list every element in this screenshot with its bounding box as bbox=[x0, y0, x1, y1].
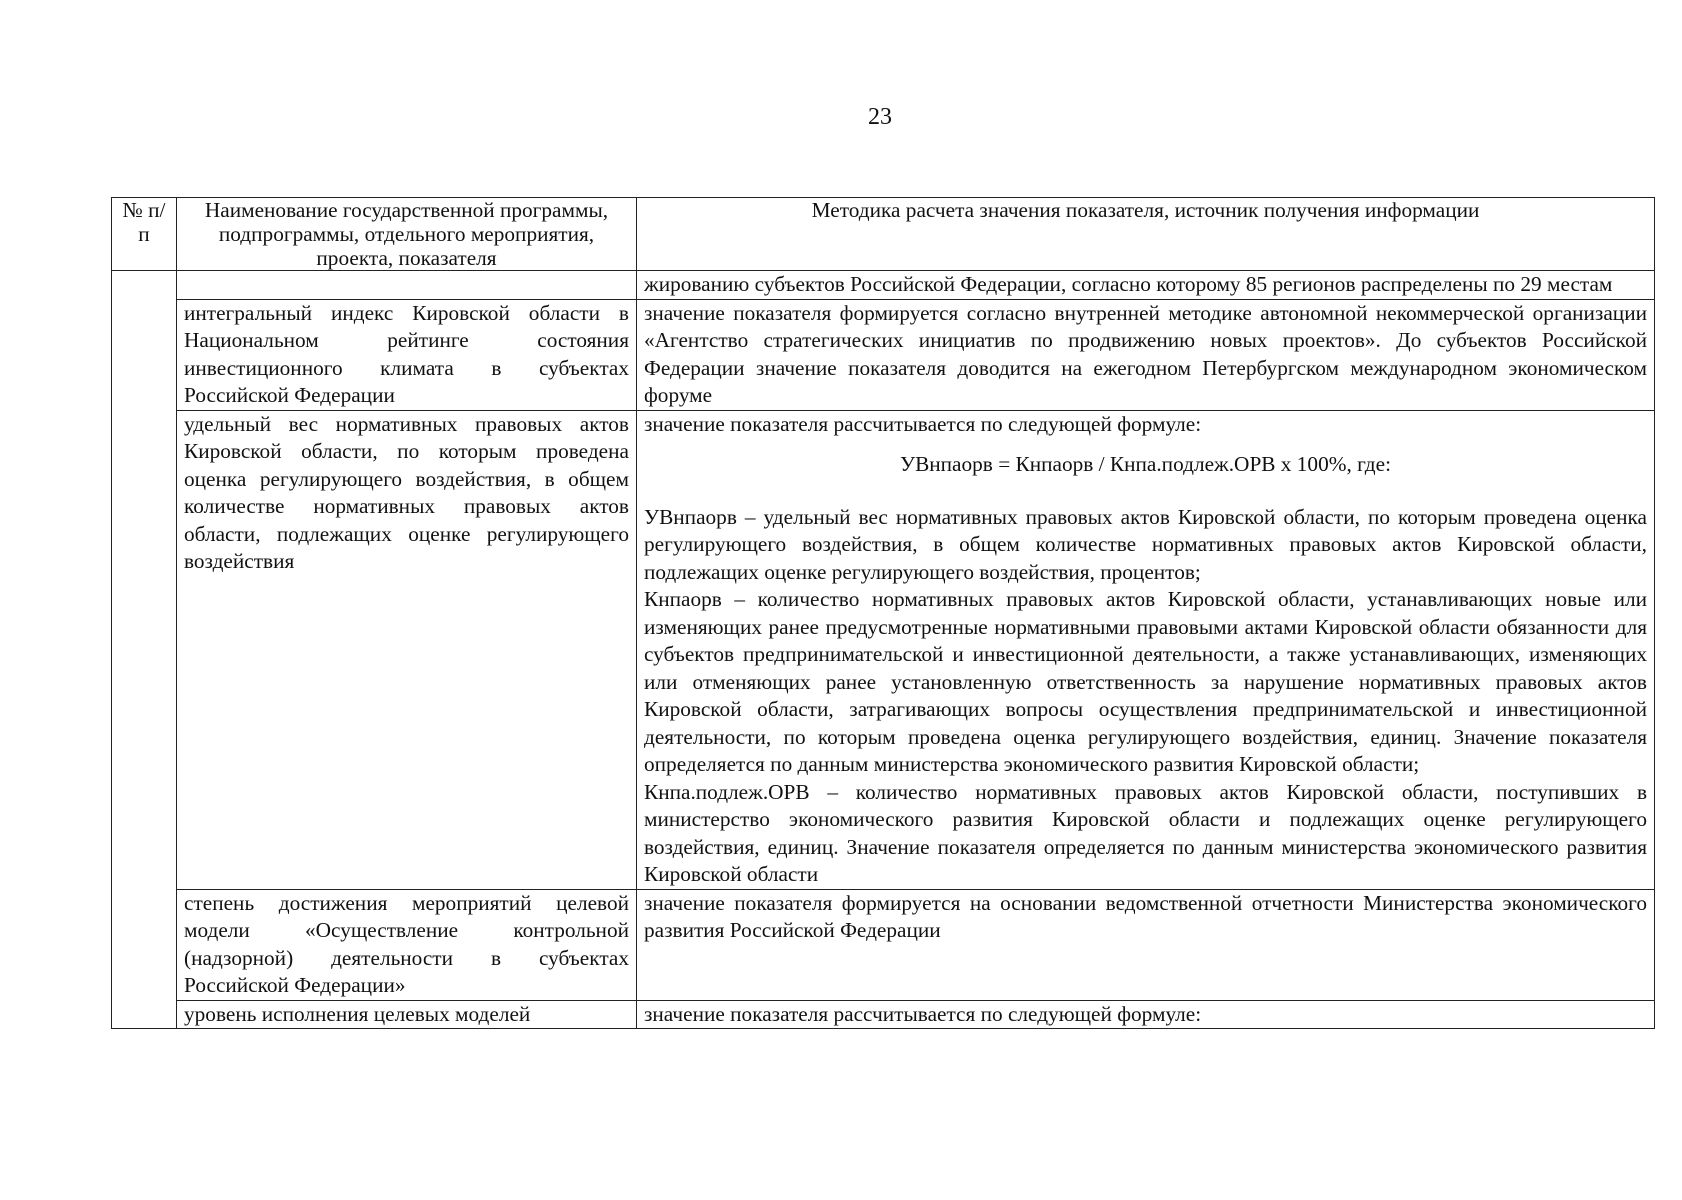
header-method: Методика расчета значения показателя, источник получения информации bbox=[637, 198, 1655, 271]
indicator-name-cell: удельный вес нормативных правовых актов Кировской области, по которым проведена оценка регулирующего воздействия, в общем количестве нормативных правовых актов области, подлежащих оценке регулирующего воздействия bbox=[177, 410, 637, 889]
indicator-name-cell: интегральный индекс Кировской области в Национальном рейтинге состояния инвестиционного климата в субъектах Российской Федерации bbox=[177, 299, 637, 410]
method-cell: значение показателя формируется на основании ведомственной отчетности Министерства экономического развития Российской Федерации bbox=[637, 889, 1655, 1000]
method-cell: жированию субъектов Российской Федерации, согласно которому 85 регионов распределены по 29 местам bbox=[637, 271, 1655, 300]
indicator-name-cell: степень достижения мероприятий целевой модели «Осуществление контрольной (надзорной) деятельности в субъектах Российской Федерации» bbox=[177, 889, 637, 1000]
indicator-name-cell bbox=[177, 271, 637, 300]
table-row bbox=[112, 299, 1655, 410]
header-name: Наименование государственной программы, подпрограммы, отдельного мероприятия, проекта, показателя bbox=[177, 198, 637, 271]
table-header-row bbox=[112, 198, 1655, 271]
page-number: 23 bbox=[868, 104, 892, 130]
number-cell bbox=[112, 271, 177, 1029]
table-row bbox=[112, 1000, 1655, 1029]
methodology-table bbox=[111, 197, 1655, 1029]
definition-k-subject: Кнпа.подлеж.ОРВ – количество нормативных правовых актов Кировской области, поступивших в министерство экономического развития Кировской области и подлежащих оценке регулирующего воздействия, единиц. Значение показателя определяется по данным министерства экономического развития Кировской области bbox=[644, 779, 1647, 886]
method-cell bbox=[637, 410, 1655, 889]
method-cell: значение показателя формируется согласно внутренней методике автономной некоммерческой организации «Агентство стратегических инициатив по продвижению новых проектов». До субъектов Российской Федерации значение показателя доводится на ежегодном Петербургском международном экономическом форуме bbox=[637, 299, 1655, 410]
method-intro: значение показателя рассчитывается по следующей формуле: bbox=[644, 411, 1202, 436]
definition-uv: УВнпаорв – удельный вес нормативных правовых актов Кировской области, по которым проведена оценка регулирующего воздействия, в общем количестве нормативных правовых актов Кировской области, подлежащих оценке регулирующего воздействия, процентов; bbox=[644, 504, 1647, 584]
formula: УВнпаорв = Кнпаорв / Кнпа.подлеж.ОРВ х 100%, где: bbox=[899, 452, 1391, 476]
table-row bbox=[112, 410, 1655, 889]
table-row bbox=[112, 889, 1655, 1000]
indicator-name-cell: уровень исполнения целевых моделей bbox=[177, 1000, 637, 1029]
method-cell: значение показателя рассчитывается по следующей формуле: bbox=[637, 1000, 1655, 1029]
table-row bbox=[112, 271, 1655, 300]
definition-k-orv: Кнпаорв – количество нормативных правовых актов Кировской области, устанавливающих новые или изменяющих ранее предусмотренные нормативными правовыми актами Кировской области обязанности для субъектов предпринимательской и инвестиционной деятельности, а также устанавливающих, изменяющих или отменяющих ранее установленную ответственность за нарушение нормативных правовых актов Кировской области, затрагивающих вопросы осуществления предпринимательской и инвестиционной деятельности, по которым проведена оценка регулирующего воздействия, единиц. Значение показателя определяется по данным министерства экономического развития Кировской области; bbox=[644, 587, 1647, 776]
header-number: № п/п bbox=[112, 198, 177, 271]
